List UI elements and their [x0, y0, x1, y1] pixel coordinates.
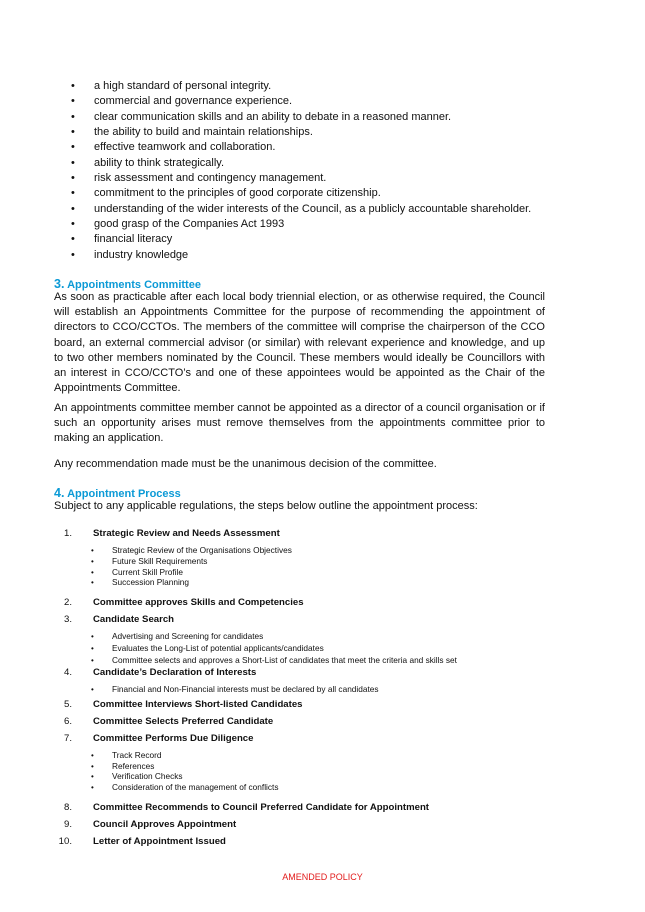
- sub-bullet-icon: •: [91, 783, 94, 792]
- bullet-text: commitment to the principles of good corporate citizenship.: [94, 187, 381, 200]
- bullet-text: industry knowledge: [94, 248, 189, 261]
- step-sub-text: Advertising and Screening for candidates: [112, 631, 264, 641]
- step-label: Letter of Appointment Issued: [93, 836, 226, 847]
- step-sub-text: Committee selects and approves a Short-List of candidates that meet the criteria and skills set: [112, 655, 457, 665]
- attribute-bullet-item: [71, 171, 531, 186]
- step-sub-text: Verification Checks: [112, 771, 183, 781]
- bullet-text: ability to think strategically.: [94, 156, 225, 169]
- bullet-text: commercial and governance experience.: [94, 95, 293, 108]
- sub-bullet-icon: •: [91, 632, 94, 641]
- section-3-heading: [54, 277, 201, 291]
- step-sub-item: [91, 771, 183, 781]
- step-label: Committee Recommends to Council Preferred Candidate for Appointment: [93, 802, 429, 813]
- step-label: Committee approves Skills and Competencies: [93, 597, 304, 608]
- step-label: Committee Interviews Short-listed Candidates: [93, 699, 303, 710]
- step-label: Committee Performs Due Diligence: [93, 733, 254, 744]
- bullet-text: understanding of the wider interests of the Council, as a publicly accountable shareholder.: [94, 202, 532, 215]
- step-number: 2.: [63, 597, 72, 608]
- bullet-icon: •: [71, 141, 75, 154]
- footer-amended-policy: AMENDED POLICY: [282, 872, 363, 882]
- attribute-bullet-item: [71, 110, 531, 125]
- step-sub-text: References: [112, 761, 155, 771]
- attribute-bullet-item: [71, 156, 531, 171]
- step-number: 1.: [63, 528, 72, 539]
- step-number: 6.: [63, 716, 72, 727]
- attribute-bullet-item: [71, 248, 531, 263]
- bullet-icon: •: [71, 202, 75, 215]
- attributes-bullet-list: [71, 79, 531, 263]
- bullet-icon: •: [71, 172, 75, 185]
- step-sub-item: [91, 782, 279, 792]
- step-sub-item: [91, 655, 457, 665]
- step-item: [54, 597, 304, 608]
- bullet-icon: •: [71, 95, 75, 108]
- step-item: [54, 802, 429, 813]
- sub-bullet-icon: •: [91, 762, 94, 771]
- sub-bullet-icon: •: [91, 685, 94, 694]
- step-sub-text: Succession Planning: [112, 577, 190, 587]
- section-3-paragraph-2: An appointments committee member cannot be appointed as a director of a council organisation or if such an opportunity arises must remove themselves from the appointments committee prior to making an application.: [54, 402, 545, 445]
- step-sub-text: Track Record: [112, 750, 162, 760]
- step-number: 10.: [58, 836, 72, 847]
- bullet-icon: •: [71, 248, 75, 261]
- bullet-icon: •: [71, 110, 75, 123]
- bullet-text: financial literacy: [94, 233, 173, 246]
- attribute-bullet-item: [71, 125, 531, 140]
- section-3-number: 3.: [54, 277, 65, 291]
- section-3-title: Appointments Committee: [67, 279, 201, 291]
- bullet-icon: •: [71, 126, 75, 139]
- sub-bullet-icon: •: [91, 557, 94, 566]
- step-sub-item: [91, 761, 154, 771]
- step-item: [54, 699, 303, 710]
- attribute-bullet-item: [71, 217, 531, 232]
- attribute-bullet-item: [71, 186, 531, 201]
- step-sub-item: [91, 556, 207, 566]
- step-sub-item: [91, 684, 379, 694]
- step-item: [54, 819, 236, 830]
- step-label: Committee Selects Preferred Candidate: [93, 716, 274, 727]
- step-item: [54, 836, 226, 847]
- step-item: [54, 667, 256, 678]
- step-sub-text: Strategic Review of the Organisations Objectives: [112, 545, 292, 555]
- step-item: [54, 614, 174, 625]
- step-sub-text: Financial and Non-Financial interests must be declared by all candidates: [112, 684, 379, 694]
- sub-bullet-icon: •: [91, 656, 94, 665]
- step-label: Candidate’s Declaration of Interests: [93, 667, 257, 678]
- section-4-number: 4.: [54, 486, 65, 500]
- step-sub-item: [91, 631, 263, 641]
- attribute-bullet-item: [71, 94, 531, 109]
- section-4-title: Appointment Process: [67, 488, 181, 500]
- section-4-heading: [54, 486, 181, 500]
- bullet-text: effective teamwork and collaboration.: [94, 141, 276, 154]
- step-item: [54, 733, 253, 744]
- step-number: 5.: [63, 699, 72, 710]
- step-number: 9.: [63, 819, 72, 830]
- sub-bullet-icon: •: [91, 568, 94, 577]
- step-sub-item: [91, 577, 189, 587]
- step-sub-item: [91, 643, 324, 653]
- bullet-text: a high standard of personal integrity.: [94, 80, 272, 92]
- step-label: Strategic Review and Needs Assessment: [93, 528, 280, 539]
- step-sub-text: Consideration of the management of conflicts: [112, 782, 279, 792]
- section-3-paragraph-3: Any recommendation made must be the unanimous decision of the committee.: [54, 458, 437, 470]
- bullet-text: clear communication skills and an ability to debate in a reasoned manner.: [94, 110, 452, 123]
- attribute-bullet-item: [71, 140, 531, 155]
- attribute-bullet-item: [71, 202, 531, 217]
- step-sub-item: [91, 750, 162, 760]
- step-sub-text: Current Skill Profile: [112, 567, 184, 577]
- sub-bullet-icon: •: [91, 546, 94, 555]
- step-number: 8.: [63, 802, 72, 813]
- step-item: [54, 528, 280, 539]
- sub-bullet-icon: •: [91, 578, 94, 587]
- step-sub-text: Future Skill Requirements: [112, 556, 208, 566]
- step-sub-item: [91, 567, 183, 577]
- step-sub-text: Evaluates the Long-List of potential applicants/candidates: [112, 643, 324, 653]
- step-label: Council Approves Appointment: [93, 819, 237, 830]
- bullet-text: risk assessment and contingency management.: [94, 172, 327, 185]
- bullet-text: the ability to build and maintain relationships.: [94, 126, 313, 139]
- bullet-icon: •: [71, 218, 75, 231]
- bullet-icon: •: [71, 80, 75, 92]
- bullet-text: good grasp of the Companies Act 1993: [94, 218, 285, 231]
- attribute-bullet-item: [71, 232, 531, 247]
- step-number: 3.: [63, 614, 72, 625]
- section-4-intro: Subject to any applicable regulations, the steps below outline the appointment process:: [54, 500, 478, 512]
- sub-bullet-icon: •: [91, 772, 94, 781]
- bullet-icon: •: [71, 156, 75, 169]
- sub-bullet-icon: •: [91, 751, 94, 760]
- attribute-bullet-item: [71, 79, 531, 94]
- step-number: 4.: [63, 667, 72, 678]
- bullet-icon: •: [71, 233, 75, 246]
- step-sub-item: [91, 545, 292, 555]
- bullet-icon: •: [71, 187, 75, 200]
- step-item: [54, 716, 273, 727]
- sub-bullet-icon: •: [91, 644, 94, 653]
- step-label: Candidate Search: [93, 614, 175, 625]
- section-3-paragraph-1: As soon as practicable after each local body triennial election, or as otherwise required, the Council will establish an Appointments Committee for the purpose of recommending the appointment of directors to CCO/CCTOs. The members of the committee will comprise the chairperson of the CCO board, an external commercial advisor (or similar) with relevant experience and knowledge, and up to two other members nominated by the Council. These members would ideally be Councillors with an interest in CCO/CCTO’s and one of these appointees would be appointed as the Chair of the Appointments Committee.: [54, 291, 545, 395]
- step-number: 7.: [63, 733, 72, 744]
